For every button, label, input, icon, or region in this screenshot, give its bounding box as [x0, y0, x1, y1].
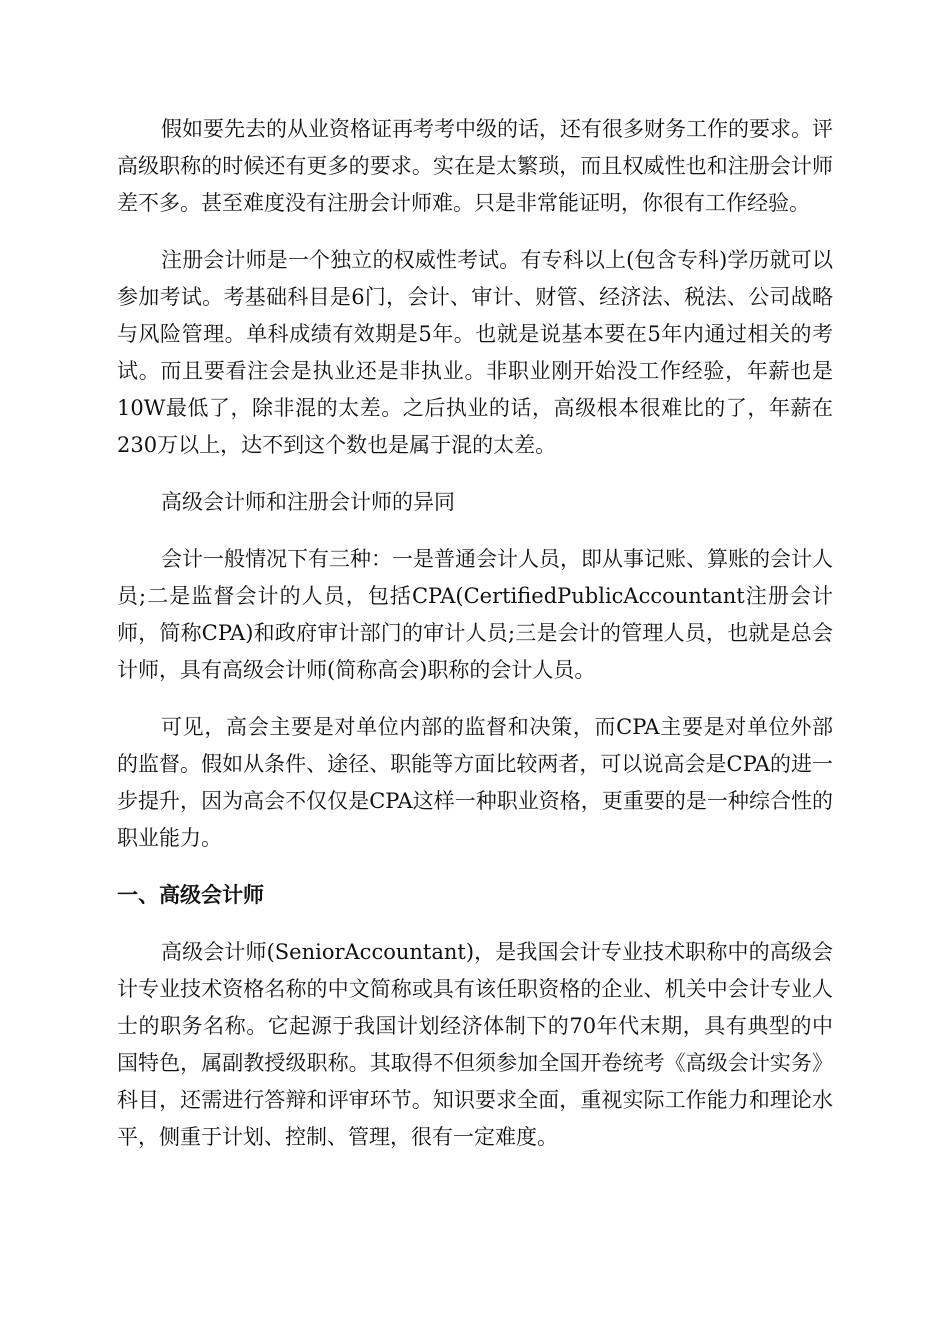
paragraph-comparison-title: 高级会计师和注册会计师的异同 — [161, 490, 455, 514]
document-page — [117, 111, 833, 1176]
paragraph-senior-accountant-definition: 高级会计师(SeniorAccountant)，是我国会计专业技术职称中的高级会计专业技术资格名称的中文简称或具有该任职资格的企业、机关中会计专业人士的职务名称。它起源于我国计划经济体制下的70年代末期，具有典型的中国特色，属副教授级职称。其取得不但须参加全国开卷统考《高级会计实务》科目，还需进行答辩和评审环节。知识要求全面，重视实际工作能力和理论水平，侧重于计划、控制、管理，很有一定难度。 — [117, 940, 833, 1149]
paragraph-conclusion: 可见，高会主要是对单位内部的监督和决策，而CPA主要是对单位外部的监督。假如从条件、途径、职能等方面比较两者，可以说高会是CPA的进一步提升，因为高会不仅仅是CPA这样一种职业资格，更重要的是一种综合性的职业能力。 — [117, 715, 833, 850]
paragraph-accountant-types: 会计一般情况下有三种：一是普通会计人员，即从事记账、算账的会计人员;二是监督会计的人员，包括CPA(CertifiedPublicAccountant注册会计师，简称CPA)和政府审计部门的审计人员;三是会计的管理人员，也就是总会计师，具有高级会计师(简称高会)职称的会计人员。 — [117, 547, 833, 682]
paragraph-qualification-requirements: 假如要先去的从业资格证再考考中级的话，还有很多财务工作的要求。评高级职称的时候还有更多的要求。实在是太繁琐，而且权威性也和注册会计师差不多。甚至难度没有注册会计师难。只是非常能证明，你很有工作经验。 — [117, 117, 833, 215]
section-heading-senior-accountant: 一、高级会计师 — [117, 883, 264, 907]
paragraph-cpa-exam: 注册会计师是一个独立的权威性考试。有专科以上(包含专科)学历就可以参加考试。考基础科目是6门，会计、审计、财管、经济法、税法、公司战略与风险管理。单科成绩有效期是5年。也就是说基本要在5年内通过相关的考试。而且要看注会是执业还是非执业。非职业刚开始没工作经验，年薪也是10W最低了，除非混的太差。之后执业的话，高级根本很难比的了，年薪在230万以上，达不到这个数也是属于混的太差。 — [117, 248, 833, 457]
